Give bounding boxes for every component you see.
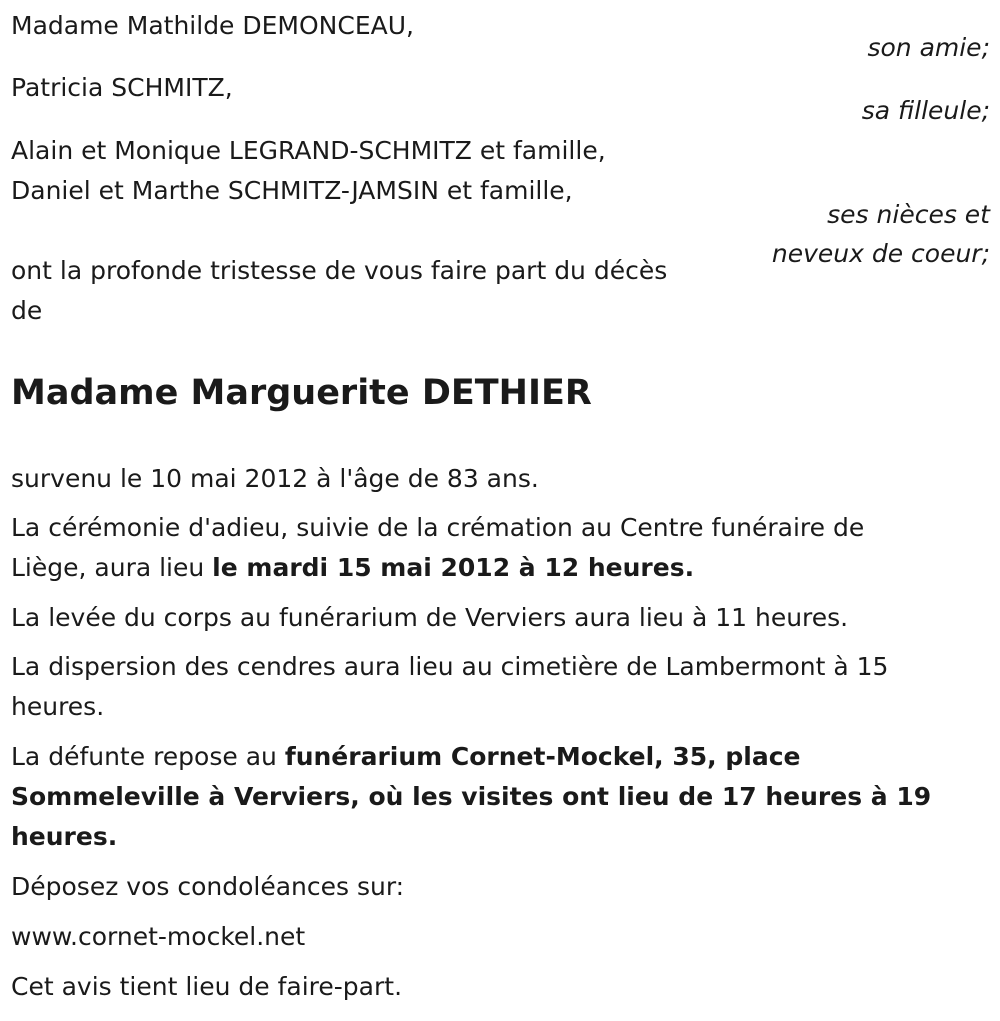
repose-line-2 (11, 777, 971, 817)
repose-text: La défunte repose au (11, 742, 285, 771)
relation-sa-filleule: sa filleule; (861, 96, 990, 125)
repose-location-b: Sommeleville à Verviers, où les visites ont lieu de 17 heures à 19 (11, 782, 932, 811)
relation-son-amie: son amie; (867, 33, 990, 62)
family-line-3: Alain et Monique LEGRAND-SCHMITZ et famille, (11, 136, 606, 165)
ceremony-paragraph (11, 508, 971, 588)
levee-text: La levée du corps au funérarium de Verviers aura lieu à 11 heures. (11, 603, 849, 632)
dispersion-paragraph (11, 647, 971, 727)
relation-nieces-line-2: neveux de coeur; (771, 239, 990, 268)
intro-line-1: ont la profonde tristesse de vous faire part du décès (11, 256, 668, 285)
closing-text: Cet avis tient lieu de faire-part. (11, 972, 403, 1001)
family-line-1: Madame Mathilde DEMONCEAU, (11, 11, 414, 40)
ceremony-line-2 (11, 548, 971, 588)
repose-line-1 (11, 737, 971, 777)
family-line-2: Patricia SCHMITZ, (11, 73, 233, 102)
family-line-4: Daniel et Marthe SCHMITZ-JAMSIN et famille, (11, 176, 573, 205)
intro-line-2: de (11, 296, 43, 325)
repose-line-3 (11, 817, 971, 857)
website-link[interactable]: www.cornet-mockel.net (11, 922, 306, 951)
relation-nieces-line-1: ses nièces et (827, 200, 990, 229)
ceremony-text: Liège, aura lieu (11, 553, 213, 582)
condolences-text: Déposez vos condoléances sur: (11, 872, 405, 901)
ceremony-line-1: La cérémonie d'adieu, suivie de la crémation au Centre funéraire de (11, 513, 865, 542)
repose-location-a: funérarium Cornet-Mockel, 35, place (284, 742, 801, 771)
ceremony-date: le mardi 15 mai 2012 à 12 heures. (212, 553, 695, 582)
repose-location-c: heures. (11, 822, 118, 851)
repose-paragraph (11, 737, 971, 857)
dispersion-line-1: La dispersion des cendres aura lieu au cimetière de Lambermont à 15 (11, 652, 889, 681)
deceased-name: Madame Marguerite DETHIER (11, 373, 592, 413)
dispersion-line-2: heures. (11, 692, 105, 721)
death-details: survenu le 10 mai 2012 à l'âge de 83 ans. (11, 464, 539, 493)
